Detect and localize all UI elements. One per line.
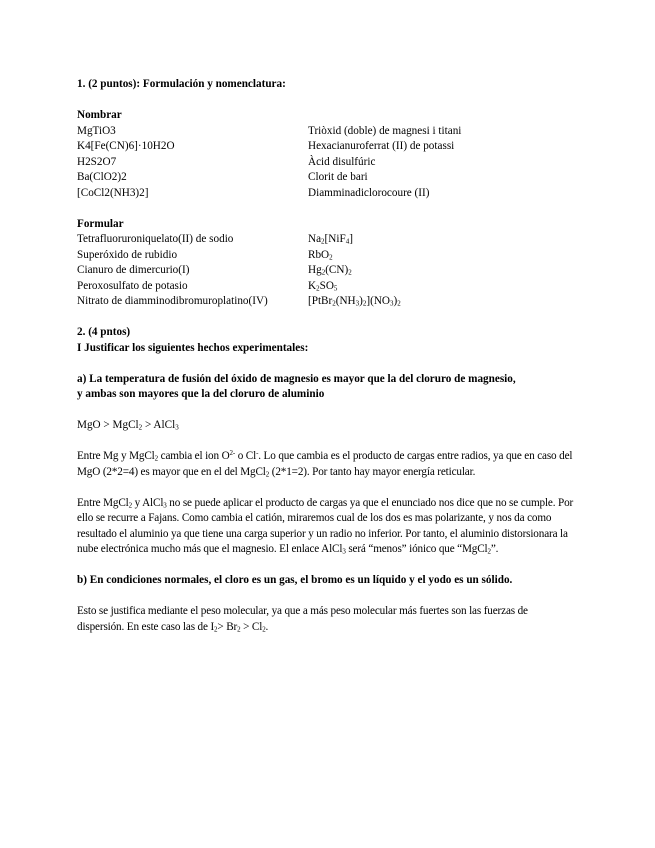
section1-heading: 1. (2 puntos): Formulación y nomenclatura: bbox=[77, 78, 286, 90]
nombrar-row bbox=[77, 139, 577, 155]
question-b-title: b) En condiciones normales, el cloro es un gas, el bromo es un líquido y el yodo es un sólido. bbox=[77, 574, 513, 586]
nombrar-formula: Ba(ClO2)2 bbox=[77, 171, 127, 183]
nombrar-row bbox=[77, 186, 577, 202]
nombrar-row bbox=[77, 124, 577, 140]
answer-a-paragraph-2: Entre MgCl$_2$ y AlCl$_3$ no se puede aplicar el producto de cargas ya que el enunciado nos dice que no se cumple. Por ello se recurre a Fajans. Como cambia el catión, miraremos cual de los dos es mas polarizante, y nos da como resultado el aluminio ya que tiene una carga superior y un radio no inferior. Por tanto, el aluminio distorsionara la nube electrónica mucho más que el magnesio. El enlace AlCl$_3$ será “menos” iónico que “MgCl$_2$”. bbox=[77, 496, 574, 556]
section2-subheading: I Justificar los siguientes hechos experimentales: bbox=[77, 341, 309, 354]
answer-a-paragraph-1: Entre Mg y MgCl$_2$ cambia el ion $O^{2-}$ o Cl-. Lo que cambia es el producto de cargas entre radios, ya que en caso del MgO (2*2=4) es mayor que en el del MgCl$_2$ (2*1=2). Por tanto hay mayor energía reticular. bbox=[77, 449, 573, 478]
nombrar-formula: [CoCl2(NH3)2] bbox=[77, 186, 149, 199]
formular-formula: $[PtBr_2(NH_3)_2](NO_3)_2$ bbox=[308, 295, 401, 308]
nombrar-formula: K4[Fe(CN)6]·10H2O bbox=[77, 140, 175, 152]
nombrar-row bbox=[77, 170, 577, 186]
section2-heading: 2. (4 pntos) bbox=[77, 326, 131, 338]
nombrar-name: Triòxid (doble) de magnesi i titani bbox=[308, 124, 462, 137]
nombrar-formula: MgTiO3 bbox=[77, 124, 116, 137]
nombrar-name: Hexacianuroferrat (II) de potassi bbox=[308, 140, 455, 152]
nombrar-row bbox=[77, 155, 577, 171]
formular-formula: RbO$_2$ bbox=[308, 248, 333, 261]
answer-b-paragraph: Esto se justifica mediante el peso molecular, ya que a más peso molecular más fuertes son las fuerzas de dispersión. En este caso las de $I_2> Br_2 > Cl_2$. bbox=[77, 605, 528, 633]
formular-name: Peroxosulfato de potasio bbox=[77, 279, 188, 292]
formular-formula: $Na_2[NiF_4]$ bbox=[308, 233, 353, 246]
nombrar-table bbox=[77, 124, 577, 202]
formular-name: Tetrafluoruroniquelato(II) de sodio bbox=[77, 233, 234, 245]
question-a-title: a) La temperatura de fusión del óxido de magnesio es mayor que la del cloruro de magnesio, bbox=[77, 372, 516, 385]
formular-label: Formular bbox=[77, 217, 124, 230]
formular-row bbox=[77, 294, 577, 310]
formular-row bbox=[77, 248, 577, 264]
formular-formula: $Hg_2(CN)_2$ bbox=[308, 264, 352, 277]
nombrar-name: Àcid disulfúric bbox=[308, 155, 376, 168]
nombrar-formula: H2S2O7 bbox=[77, 155, 117, 168]
question-a-title-cont: y ambas son mayores que la del cloruro de aluminio bbox=[77, 388, 325, 400]
formular-name: Superóxido de rubidio bbox=[77, 248, 178, 261]
nombrar-name: Diamminadiclorocoure (II) bbox=[308, 186, 430, 199]
nombrar-label: Nombrar bbox=[77, 109, 122, 121]
document-page bbox=[77, 77, 577, 635]
formular-name: Cianuro de dimercurio(I) bbox=[77, 264, 190, 276]
formular-row bbox=[77, 232, 577, 248]
formular-row bbox=[77, 263, 577, 279]
melting-order: MgO > MgCl$_2$ > AlCl$_3$ bbox=[77, 419, 179, 432]
nombrar-name: Clorit de bari bbox=[308, 171, 368, 183]
formular-table bbox=[77, 232, 577, 310]
formular-formula: $K_2SO_5$ bbox=[308, 279, 338, 292]
formular-name: Nitrato de diamminodibromuroplatino(IV) bbox=[77, 295, 268, 307]
formular-row bbox=[77, 279, 577, 295]
